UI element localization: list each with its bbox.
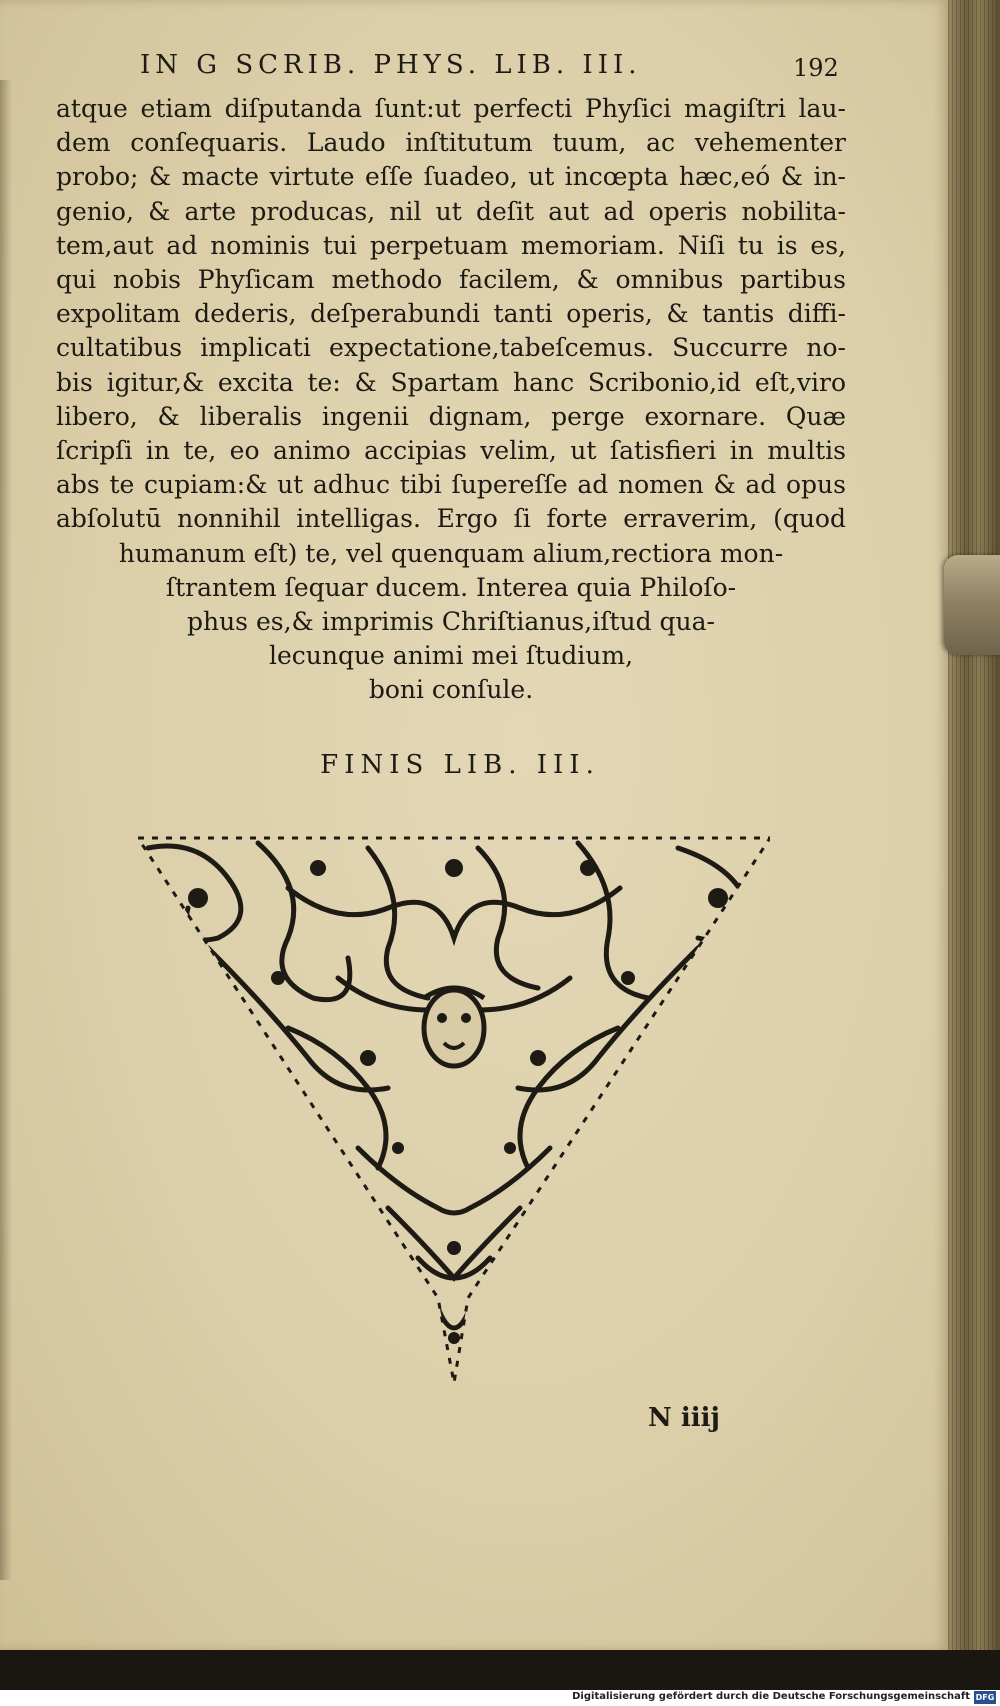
text-line-centered: lecunque animi mei ſtudium, xyxy=(268,641,634,671)
text-line-centered: humanum eſt) te, vel quenquam alium,rectiora mon- xyxy=(118,538,784,568)
text-line: cultatibus implicati expectatione,tabeſcemus. Succurre no- xyxy=(56,333,846,363)
text-line: atque etiam diſputanda ſunt:ut perfecti Phyſici magiſtri lau- xyxy=(56,94,846,123)
text-line: dem conſequaris. Laudo inſtitutum tuum, ac vehementer xyxy=(56,128,846,158)
page-number: 192 xyxy=(793,54,839,82)
text-line: genio, & arte producas, nil ut deſit aut ad operis nobilita- xyxy=(56,196,846,226)
text-line-centered: boni conſule. xyxy=(368,675,534,705)
finis-heading: FINIS LIB. III. xyxy=(320,750,600,780)
text-line: bis igitur,& excita te: & Spartam hanc Scribonio,id eſt,viro xyxy=(56,367,846,397)
signature-mark: N iiij xyxy=(648,1403,720,1433)
body-text xyxy=(56,92,846,708)
text-line: probo; & macte virtute eſſe ſuadeo, ut incœpta hæc,eó & in- xyxy=(56,162,846,192)
dfg-logo: DFG xyxy=(975,1693,995,1702)
text-line: expolitam dederis, deſperabundi tanti operis, & tantis diffi- xyxy=(56,299,846,329)
text-line: abs te cupiam:& ut adhuc tibi ſupereſſe ad nomen & ad opus xyxy=(56,470,846,500)
text-line: libero, & liberalis ingenii dignam, perge exornare. Quæ xyxy=(56,401,846,431)
triangular-ornament xyxy=(138,828,770,1388)
text-line: abſolutū nonnihil intelligas. Ergo ſi forte erraverim, (quod xyxy=(56,504,846,534)
running-head: IN G SCRIB. PHYS. LIB. III. xyxy=(140,50,642,80)
footer-credit: Digitalisierung gefördert durch die Deutsche Forschungsgemeinschaft xyxy=(572,1691,970,1702)
binding-edge xyxy=(0,80,12,1580)
text-line-centered: phus es,& imprimis Chriſtianus,iſtud qua- xyxy=(186,607,716,637)
book-clasp xyxy=(944,555,1000,655)
text-line: ſcripſi in te, eo animo accipias velim, ut ſatisfieri in multis xyxy=(56,436,846,466)
page-edges xyxy=(948,0,1000,1650)
text-line-centered: ſtrantem ſequar ducem. Interea quia Philoſo- xyxy=(165,572,737,602)
mask-face-icon xyxy=(424,988,484,1066)
text-line: tem,aut ad nominis tui perpetuam memoriam. Niſi tu is es, xyxy=(56,230,846,260)
scan-bottom-edge xyxy=(0,1650,1000,1690)
text-line: qui nobis Phyſicam methodo facilem, & omnibus partibus xyxy=(56,265,846,295)
